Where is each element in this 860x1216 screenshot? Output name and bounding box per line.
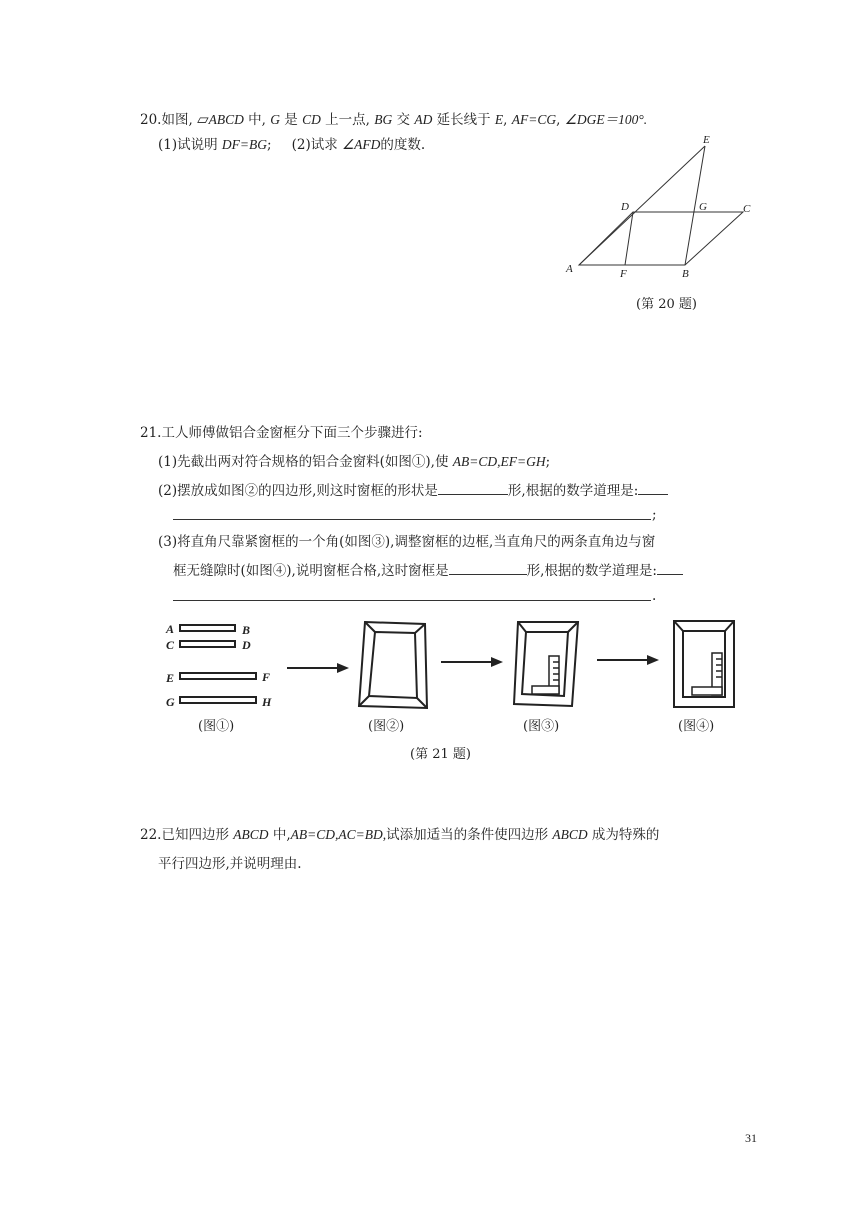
q22-line1	[140, 826, 659, 844]
q20-text: 中,	[243, 112, 271, 128]
q21-step3-cont	[173, 562, 683, 580]
reason-answer-blank-1b[interactable]	[173, 519, 651, 520]
frame-inner	[369, 632, 417, 698]
q20-text: ;	[267, 137, 272, 153]
fig2-frame	[355, 620, 435, 712]
reason-answer-blank-2a[interactable]	[657, 562, 683, 575]
q20-var: G	[270, 112, 280, 127]
q20-text: 交	[392, 112, 415, 128]
bar-cd	[180, 641, 235, 647]
q20-part2: (2)试求	[291, 137, 343, 153]
q21-step1	[158, 453, 550, 471]
label-a: A	[566, 263, 573, 275]
bar-ab	[180, 625, 235, 631]
fig4-caption: (图④)	[678, 719, 715, 734]
page-number: 31	[745, 1131, 757, 1145]
q22-text: 成为特殊的	[587, 827, 660, 843]
label-c: C	[166, 638, 175, 652]
label-g: G	[699, 201, 707, 213]
q22-text: 中,	[268, 827, 291, 843]
q20-text: 上一点,	[320, 112, 375, 128]
q22-number: 22.	[140, 827, 162, 843]
q20-var: AD	[414, 112, 433, 127]
q20-line2	[158, 136, 425, 154]
fig3-frame	[512, 618, 582, 710]
q20-var: CD	[302, 112, 321, 127]
parallelogram-symbol-icon: ▱	[197, 110, 209, 128]
q20-figure	[565, 132, 765, 282]
q22-line2: 平行四边形,并说明理由.	[158, 856, 302, 872]
q20-shape: ABCD	[208, 112, 244, 127]
label-e: E	[166, 671, 175, 685]
q20-text: 的度数.	[380, 137, 426, 153]
arrow-3-icon	[597, 654, 659, 666]
q21-step3-text: (3)将直角尺靠紧窗框的一个角(如图③),调整窗框的边框,当直角尺的两条直角边与窗	[158, 534, 656, 550]
q20-text: ,	[556, 112, 565, 128]
q21-step2	[158, 482, 668, 500]
q20-text: 延长线于	[432, 112, 495, 128]
q21-text: ;	[545, 454, 551, 470]
q21-step2-text: 形,根据的数学道理是:	[507, 483, 639, 499]
arrow-2-icon	[441, 656, 503, 668]
fig2-caption: (图②)	[368, 719, 405, 734]
q21-step1-text: (1)先截出两对符合规格的铝合金窗料(如图①),使	[158, 454, 453, 470]
q21-number: 21.	[140, 425, 162, 441]
q22-shape: ABCD	[233, 827, 269, 842]
arrow-1-icon	[287, 662, 349, 674]
shape-answer-blank-2[interactable]	[449, 562, 527, 575]
q20-text: ,	[503, 112, 512, 128]
fig1-caption: (图①)	[198, 719, 235, 734]
q21-line-intro	[140, 424, 423, 442]
q21-step2-text: (2)摆放成如图②的四边形,则这时窗框的形状是	[158, 483, 438, 499]
label-h: H	[262, 695, 272, 709]
reason-answer-blank-2b[interactable]	[173, 600, 651, 601]
q21-step1-eq: AB=CD,EF=GH	[452, 454, 546, 469]
square-ruler-icon	[532, 656, 559, 694]
q20-var: AF=CG	[511, 112, 557, 127]
bar-gh	[180, 697, 256, 703]
label-g: G	[166, 695, 175, 709]
fig3-caption: (图③)	[523, 719, 560, 734]
label-b: B	[242, 623, 251, 637]
q20-angle: ∠DGE＝100°.	[564, 112, 648, 127]
q20-number: 20.	[140, 112, 162, 128]
label-a: A	[166, 622, 175, 636]
q20-var: ∠AFD	[342, 137, 381, 152]
q20-text: 如图,	[161, 112, 198, 128]
q21-step3-end: .	[652, 588, 657, 604]
square-ruler-icon	[692, 653, 722, 695]
q22-text: 试添加适当的条件使四边形	[386, 827, 553, 843]
q21-step3-text: 框无缝隙时(如图④),说明窗框合格,这时窗框是	[173, 563, 449, 579]
q20-line1	[140, 110, 647, 129]
q20-var: E	[494, 112, 504, 127]
q22-eq: AB=CD,AC=BD,	[290, 827, 387, 842]
q20-caption: (第 20 题)	[636, 297, 697, 312]
label-d: D	[621, 201, 629, 213]
reason-answer-blank-1a[interactable]	[638, 482, 668, 495]
q21-caption: (第 21 题)	[410, 747, 471, 762]
label-b: B	[682, 268, 689, 280]
label-e: E	[703, 134, 710, 146]
parallelogram-abcd	[579, 212, 743, 265]
label-c: C	[743, 203, 751, 215]
q21-step3-text: 形,根据的数学道理是:	[526, 563, 657, 579]
label-f: F	[262, 670, 271, 684]
segment-ae	[579, 146, 705, 265]
q21-step3	[158, 533, 655, 551]
shape-answer-blank-1[interactable]	[438, 482, 508, 495]
q20-part1: (1)试说明	[158, 137, 222, 153]
q20-text: 是	[280, 112, 303, 128]
q21-step2-end: ;	[652, 507, 657, 523]
fig4-frame	[670, 618, 740, 710]
q20-var: BG	[374, 112, 393, 127]
fig1-bars	[162, 618, 282, 718]
q20-var: DF=BG	[221, 137, 268, 152]
label-f: F	[620, 268, 627, 280]
label-d: D	[242, 638, 251, 652]
q21-intro: 工人师傅做铝合金窗框分下面三个步骤进行:	[161, 425, 423, 441]
bar-ef	[180, 673, 256, 679]
q22-shape: ABCD	[552, 827, 588, 842]
q22-text: 已知四边形	[161, 827, 234, 843]
